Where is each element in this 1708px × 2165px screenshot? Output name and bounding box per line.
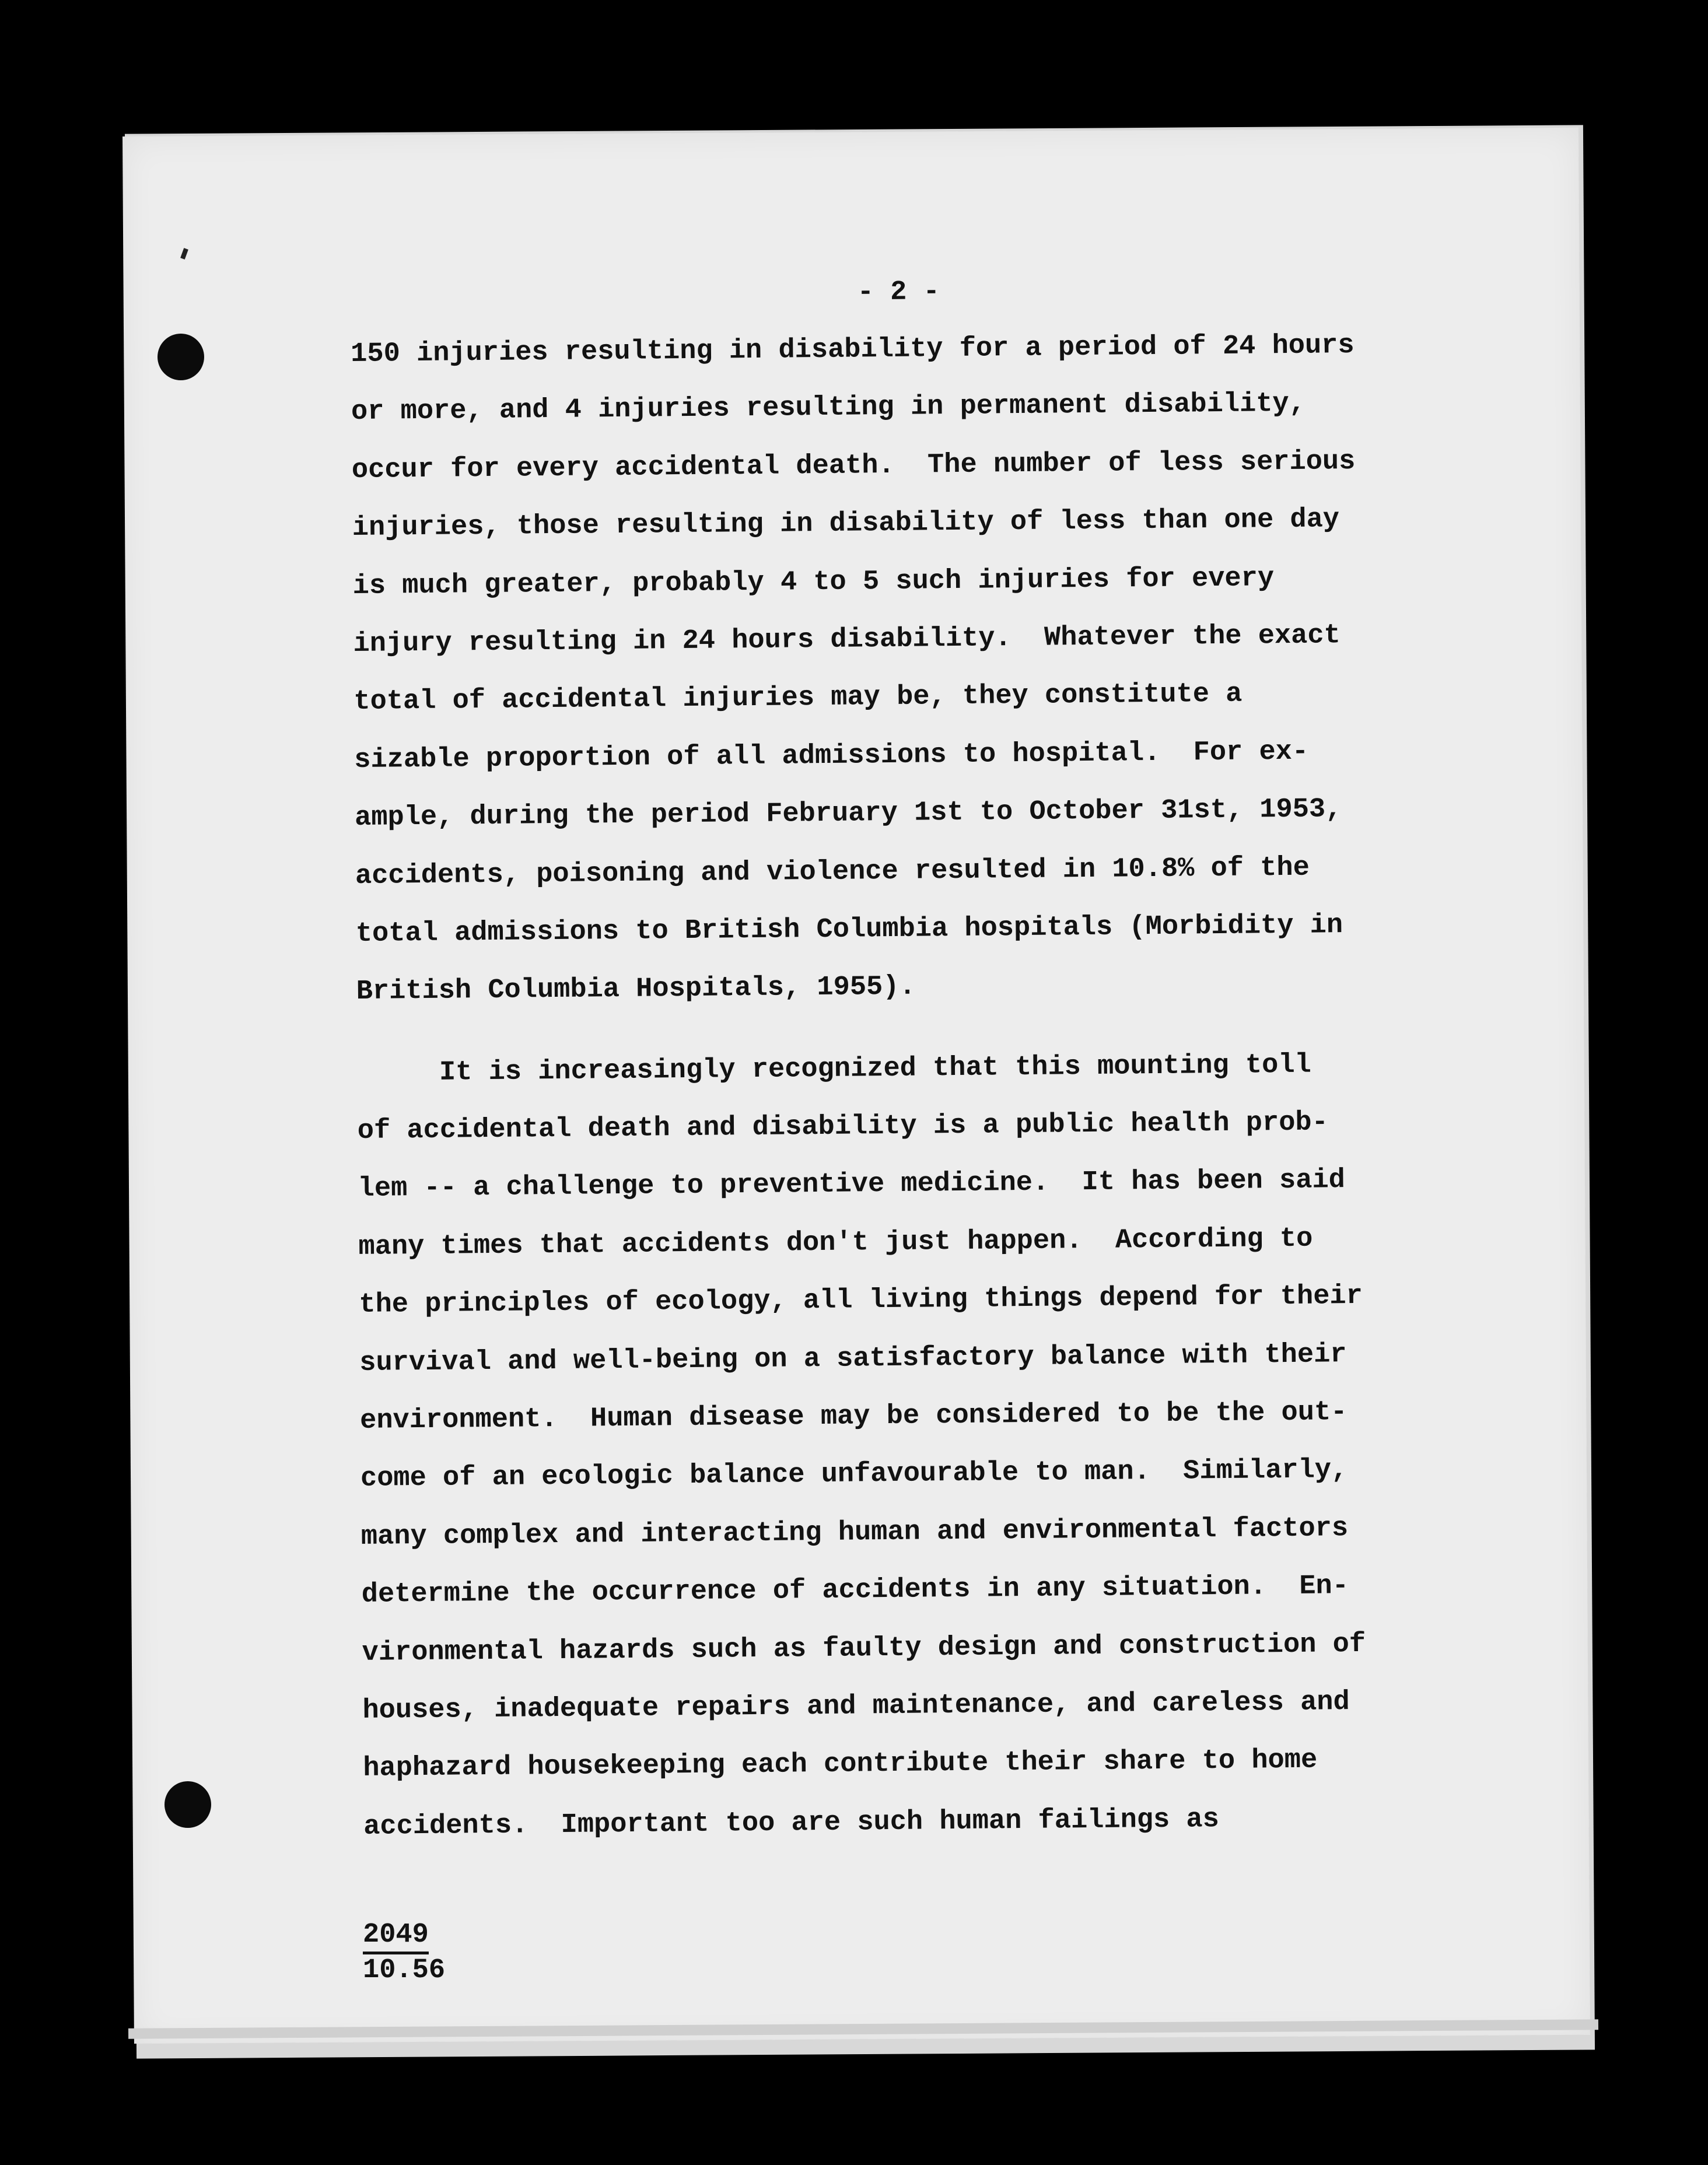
text-line: 150 injuries resulting in disability for a period of 24 hours: [350, 330, 1354, 370]
text-line: occur for every accidental death. The number of less serious: [351, 446, 1356, 486]
paragraph-1: [351, 316, 1430, 1021]
text-line: British Columbia Hospitals, 1955).: [356, 971, 916, 1008]
text-line: many complex and interacting human and environmental factors: [360, 1512, 1349, 1553]
text-line: the principles of ecology, all living things depend for their: [359, 1281, 1363, 1321]
text-line: ample, during the period February 1st to October 31st, 1953,: [354, 794, 1342, 834]
footer-code-top: 2049: [363, 1919, 429, 1954]
punch-hole-top: [158, 334, 204, 380]
text-line: vironmental hazards such as faulty design and construction of: [362, 1628, 1366, 1669]
text-line: haphazard housekeeping each contribute their share to home: [363, 1745, 1318, 1785]
page-text: [350, 265, 1437, 1856]
text-line: or more, and 4 injuries resulting in permanent disability,: [351, 388, 1306, 428]
footer-code-bottom: 10.56: [363, 1955, 446, 1986]
text-line: many times that accidents don't just happen. According to: [358, 1223, 1313, 1263]
text-line: lem -- a challenge to preventive medicine. It has been said: [358, 1165, 1346, 1205]
text-line: total of accidental injuries may be, they constitute a: [354, 679, 1242, 718]
text-line: accidents. Important too are such human failings as: [363, 1803, 1220, 1842]
text-line: is much greater, probably 4 to 5 such injuries for every: [352, 562, 1275, 602]
text-line: It is increasingly recognized that this mounting toll: [356, 1049, 1312, 1089]
page-number: - 2 -: [857, 276, 940, 309]
text-line: accidents, poisoning and violence resulted in 10.8% of the: [355, 852, 1310, 892]
text-line: injuries, those resulting in disability of less than one day: [352, 504, 1340, 544]
text-line: sizable proportion of all admissions to hospital. For ex-: [354, 736, 1309, 776]
text-line: come of an ecologic balance unfavourable to man. Similarly,: [360, 1455, 1348, 1495]
text-line: houses, inadequate repairs and maintenance, and careless and: [362, 1687, 1350, 1726]
footer-code: [363, 1919, 445, 1987]
text-line: total admissions to British Columbia hospitals (Morbidity in: [355, 910, 1343, 950]
text-line: survival and well-being on a satisfactory balance with their: [359, 1339, 1347, 1379]
punch-hole-bottom: [164, 1781, 211, 1828]
paragraph-2: [357, 1035, 1437, 1856]
text-line: injury resulting in 24 hours disability. Whatever the exact: [353, 620, 1340, 660]
text-line: environment. Human disease may be considered to be the out-: [359, 1397, 1348, 1437]
text-line: determine the occurrence of accidents in any situation. En-: [361, 1571, 1349, 1611]
text-line: of accidental death and disability is a public health prob-: [357, 1107, 1329, 1147]
